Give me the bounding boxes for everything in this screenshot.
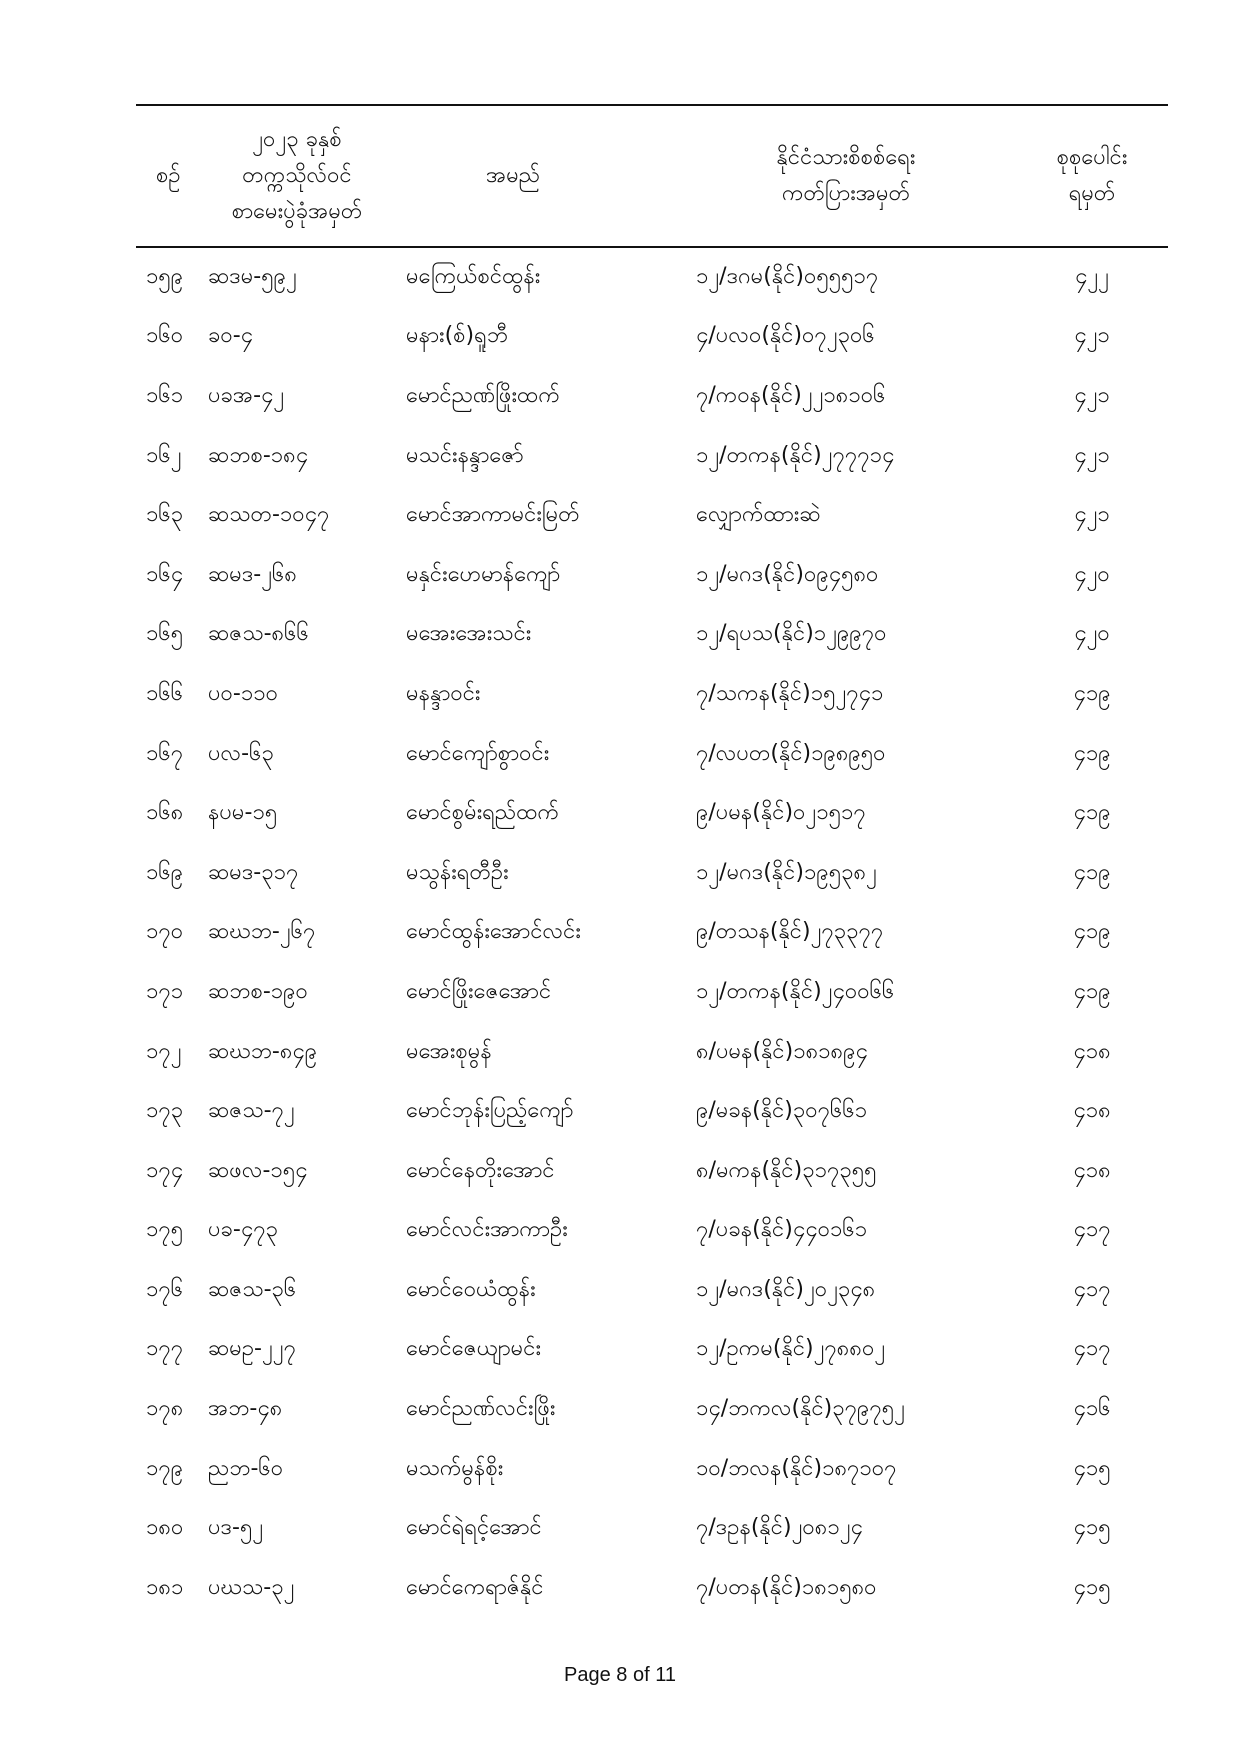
table-row bbox=[136, 1558, 1168, 1618]
cell-nrc: ၁၂/ရပသ(နိုင်)၁၂၉၉၇၀ bbox=[696, 621, 887, 647]
cell-total-marks: ၄၁၅ bbox=[1073, 1515, 1111, 1541]
cell-total-marks: ၄၁၉ bbox=[1073, 919, 1111, 945]
cell-nrc: ၁၂/မဂဒ(နိုင်)၂၀၂၃၄၈ bbox=[696, 1276, 876, 1302]
table-row bbox=[136, 962, 1168, 1022]
cell-name: မောင်ဖြိုးဇေအောင် bbox=[406, 978, 552, 1004]
table-row bbox=[136, 1498, 1168, 1558]
cell-roll-number: ဆဃဘ-၂၆၇ bbox=[208, 919, 316, 945]
table-row bbox=[136, 1201, 1168, 1261]
table-row bbox=[136, 1439, 1168, 1499]
header-name: အမည် bbox=[386, 105, 676, 247]
cell-roll-number: ဆမဒ-၃၁၇ bbox=[208, 859, 299, 885]
cell-nrc: ၁၂/မဂဒ(နိုင်)၀၉၄၅၈၀ bbox=[696, 561, 879, 587]
cell-serial-no: ၁၆၂ bbox=[146, 442, 182, 468]
cell-total-marks: ၄၁၉ bbox=[1073, 800, 1111, 826]
table-row bbox=[136, 1141, 1168, 1201]
cell-total-marks: ၄၂၀ bbox=[1074, 621, 1110, 647]
cell-serial-no: ၁၆၆ bbox=[146, 680, 184, 706]
cell-name: မောင်ရဲရင့်အောင် bbox=[406, 1515, 542, 1541]
cell-serial-no: ၁၆၃ bbox=[146, 502, 184, 528]
cell-roll-number: ဆမဒ-၂၆၈ bbox=[208, 561, 297, 587]
cell-nrc: ၈/ပမန(နိုင်)၁၈၁၈၉၄ bbox=[696, 1038, 868, 1064]
cell-roll-number: ပဝ-၁၁၀ bbox=[208, 680, 278, 706]
cell-nrc: ၇/ပခန(နိုင်)၄၄၀၁၆၁ bbox=[696, 1217, 868, 1243]
cell-nrc: ၁၂/တကန(နိုင်)၂၇၇၇၁၄ bbox=[696, 442, 895, 468]
table-row bbox=[136, 426, 1168, 486]
cell-nrc: ၁၂/တကန(နိုင်)၂၄၀၀၆၆ bbox=[696, 978, 895, 1004]
cell-total-marks: ၄၂၁ bbox=[1074, 442, 1110, 468]
table-row bbox=[136, 545, 1168, 605]
cell-name: မောင်ကျော်စွာဝင်း bbox=[406, 740, 550, 766]
cell-serial-no: ၁၆၅ bbox=[146, 621, 184, 647]
header-total-marks bbox=[1016, 105, 1168, 247]
cell-name: မအေးစုမွန် bbox=[406, 1038, 492, 1064]
cell-serial-no: ၁၆၇ bbox=[146, 740, 184, 766]
cell-serial-no: ၁၆၈ bbox=[146, 800, 184, 826]
cell-total-marks: ၄၁၉ bbox=[1073, 740, 1111, 766]
cell-name: မောင်လင်းအာကာဦး bbox=[406, 1217, 568, 1243]
cell-serial-no: ၁၇၇ bbox=[146, 1336, 184, 1362]
cell-nrc: ၉/မခန(နိုင်)၃၀၇၆၆၁ bbox=[696, 1098, 868, 1124]
cell-roll-number: ခဝ-၄ bbox=[208, 323, 254, 349]
cell-roll-number: ဆမဥ-၂၂၇ bbox=[208, 1336, 296, 1362]
cell-nrc: လျှောက်ထားဆဲ bbox=[696, 502, 821, 528]
cell-serial-no: ၁၇၅ bbox=[146, 1217, 184, 1243]
header-nrc bbox=[676, 105, 1016, 247]
cell-name: မနှင်းဟေမာန်ကျော် bbox=[406, 561, 561, 587]
table-row bbox=[136, 783, 1168, 843]
table-header bbox=[136, 105, 1168, 247]
header-roll-number bbox=[208, 105, 386, 247]
cell-name: မောင်ဝေယံထွန်း bbox=[406, 1276, 536, 1302]
cell-name: မောင်ဇေယျာမင်း bbox=[406, 1336, 542, 1362]
table-row bbox=[136, 1320, 1168, 1380]
cell-name: မောင်ထွန်းအောင်လင်း bbox=[406, 919, 581, 945]
cell-roll-number: အဘ-၄၈ bbox=[208, 1396, 283, 1422]
header-row bbox=[136, 105, 1168, 247]
table-body bbox=[136, 247, 1168, 1618]
cell-serial-no: ၁၅၉ bbox=[146, 264, 184, 290]
cell-total-marks: ၄၁၈ bbox=[1073, 1038, 1111, 1064]
cell-roll-number: ဆဇသ-၇၂ bbox=[208, 1098, 295, 1124]
header-marks-line-1: စုစုပေါင်း bbox=[1056, 145, 1128, 170]
cell-roll-number: ပဃသ-၃၂ bbox=[208, 1574, 295, 1600]
cell-serial-no: ၁၇၀ bbox=[146, 919, 184, 945]
cell-roll-number: ညဘ-၆၀ bbox=[208, 1455, 284, 1481]
cell-nrc: ၄/ပလဝ(နိုင်)၀၇၂၃၀၆ bbox=[696, 323, 875, 349]
cell-name: မောင်စွမ်းရည်ထက် bbox=[406, 800, 559, 826]
cell-total-marks: ၄၁၅ bbox=[1073, 1455, 1111, 1481]
cell-serial-no: ၁၇၃ bbox=[146, 1098, 184, 1124]
cell-name: မောင်ကေရာဇ်နိုင် bbox=[406, 1574, 544, 1600]
cell-nrc: ၉/တသန(နိုင်)၂၇၃၃၇၇ bbox=[696, 919, 884, 945]
table-row bbox=[136, 843, 1168, 903]
cell-roll-number: ပခအ-၄၂ bbox=[208, 382, 285, 408]
cell-total-marks: ၄၁၇ bbox=[1073, 1217, 1111, 1243]
cell-total-marks: ၄၂၂ bbox=[1075, 264, 1109, 290]
cell-roll-number: ဆဖလ-၁၅၄ bbox=[208, 1157, 308, 1183]
table-row bbox=[136, 1379, 1168, 1439]
cell-total-marks: ၄၁၆ bbox=[1073, 1396, 1111, 1422]
cell-serial-no: ၁၆၄ bbox=[146, 561, 184, 587]
cell-roll-number: ဆဒမ-၅၉၂ bbox=[208, 264, 297, 290]
table-row bbox=[136, 247, 1168, 307]
header-marks-line-2: ရမှတ် bbox=[1068, 181, 1116, 206]
cell-nrc: ၁၂/ဒဂမ(နိုင်)၀၅၅၅၁၇ bbox=[696, 264, 879, 290]
table-row bbox=[136, 307, 1168, 367]
table-row bbox=[136, 1081, 1168, 1141]
cell-name: မောင်ညဏ်ဖြိုးထက် bbox=[406, 382, 560, 408]
cell-name: မသက်မွန်စိုး bbox=[406, 1455, 504, 1481]
page-number: Page 8 of 11 bbox=[564, 1664, 676, 1686]
cell-name: မအေးအေးသင်း bbox=[406, 621, 532, 647]
cell-roll-number: ပလ-၆၃ bbox=[208, 740, 274, 766]
cell-serial-no: ၁၇၈ bbox=[146, 1396, 184, 1422]
cell-roll-number: ဆသတ-၁၀၄၇ bbox=[208, 502, 330, 528]
cell-serial-no: ၁၈၁ bbox=[146, 1574, 184, 1600]
table-row bbox=[136, 1260, 1168, 1320]
table-row bbox=[136, 903, 1168, 963]
table-row bbox=[136, 366, 1168, 426]
cell-name: မသင်းနန္ဒာဇော် bbox=[406, 442, 524, 468]
cell-nrc: ၁၀/ဘလန(နိုင်)၁၈၇၁၀၇ bbox=[696, 1455, 897, 1481]
cell-nrc: ၇/လပတ(နိုင်)၁၉၈၉၅၀ bbox=[696, 740, 886, 766]
cell-nrc: ၇/သကန(နိုင်)၁၅၂၇၄၁ bbox=[696, 680, 884, 706]
cell-total-marks: ၄၂၁ bbox=[1074, 382, 1110, 408]
cell-roll-number: ဆဇသ-၈၆၆ bbox=[208, 621, 309, 647]
cell-total-marks: ၄၁၅ bbox=[1073, 1574, 1111, 1600]
cell-name: မောင်နေတိုးအောင် bbox=[406, 1157, 555, 1183]
cell-nrc: ၁၄/ဘကလ(နိုင်)၃၇၉၇၅၂ bbox=[696, 1396, 905, 1422]
header-serial-no: စဉ် bbox=[136, 105, 208, 247]
header-roll-line-3: စာမေးပွဲခုံအမှတ် bbox=[231, 199, 363, 224]
cell-nrc: ၁၂/မဂဒ(နိုင်)၁၉၅၃၈၂ bbox=[696, 859, 877, 885]
cell-nrc: ၉/ပမန(နိုင်)၀၂၁၅၁၇ bbox=[696, 800, 866, 826]
cell-total-marks: ၄၁၉ bbox=[1073, 859, 1111, 885]
cell-serial-no: ၁၆၁ bbox=[146, 382, 184, 408]
cell-nrc: ၈/မကန(နိုင်)၃၁၇၃၅၅ bbox=[696, 1157, 877, 1183]
header-nrc-line-2: ကတ်ပြားအမှတ် bbox=[781, 181, 910, 206]
table-row bbox=[136, 1022, 1168, 1082]
cell-roll-number: နပမ-၁၅ bbox=[208, 800, 278, 826]
cell-name: မနား(စ်)ရူဘီ bbox=[406, 323, 508, 349]
cell-total-marks: ၄၁၉ bbox=[1073, 978, 1111, 1004]
cell-total-marks: ၄၂၁ bbox=[1074, 502, 1110, 528]
cell-serial-no: ၁၆၀ bbox=[146, 323, 184, 349]
cell-serial-no: ၁၆၉ bbox=[146, 859, 184, 885]
cell-name: မနန္ဒာဝင်း bbox=[406, 680, 481, 706]
results-table bbox=[136, 104, 1168, 1618]
cell-nrc: ၇/ဒဥန(နိုင်)၂၀၈၁၂၄ bbox=[696, 1515, 863, 1541]
cell-nrc: ၁၂/ဥကမ(နိုင်)၂၇၈၈၀၂ bbox=[696, 1336, 886, 1362]
header-roll-line-2: တက္ကသိုလ်ဝင် bbox=[242, 163, 352, 188]
cell-total-marks: ၄၁၇ bbox=[1073, 1276, 1111, 1302]
cell-serial-no: ၁၇၄ bbox=[146, 1157, 184, 1183]
table-row bbox=[136, 664, 1168, 724]
header-nrc-line-1: နိုင်ငံသားစိစစ်ရေး bbox=[776, 145, 916, 170]
cell-name: မောင်အာကာမင်းမြတ် bbox=[406, 502, 580, 528]
cell-serial-no: ၁၇၂ bbox=[146, 1038, 182, 1064]
cell-roll-number: ဆဘစ-၁၈၄ bbox=[208, 442, 309, 468]
cell-serial-no: ၁၇၆ bbox=[146, 1276, 184, 1302]
cell-serial-no: ၁၇၉ bbox=[146, 1455, 184, 1481]
cell-roll-number: ပခ-၄၇၃ bbox=[208, 1217, 278, 1243]
cell-nrc: ၇/ပတန(နိုင်)၁၈၁၅၈၀ bbox=[696, 1574, 877, 1600]
cell-roll-number: ဆဘစ-၁၉၀ bbox=[208, 978, 308, 1004]
cell-total-marks: ၄၁၇ bbox=[1073, 1336, 1111, 1362]
cell-total-marks: ၄၂၁ bbox=[1074, 323, 1110, 349]
cell-total-marks: ၄၁၉ bbox=[1073, 680, 1111, 706]
cell-name: မောင်ညဏ်လင်းဖြိုး bbox=[406, 1396, 556, 1422]
table-row bbox=[136, 724, 1168, 784]
cell-name: မောင်ဘုန်းပြည့်ကျော် bbox=[406, 1098, 574, 1124]
cell-name: မသွန်းရတီဦး bbox=[406, 859, 509, 885]
cell-serial-no: ၁၇၁ bbox=[146, 978, 184, 1004]
cell-serial-no: ၁၈၀ bbox=[146, 1515, 184, 1541]
cell-name: မကြေယ်စင်ထွန်း bbox=[406, 264, 541, 290]
table-row bbox=[136, 605, 1168, 665]
cell-total-marks: ၄၂၀ bbox=[1074, 561, 1110, 587]
cell-nrc: ၇/ကဝန(နိုင်)၂၂၁၈၁၀၆ bbox=[696, 382, 886, 408]
cell-roll-number: ပဒ-၅၂ bbox=[208, 1515, 264, 1541]
cell-total-marks: ၄၁၈ bbox=[1073, 1157, 1111, 1183]
cell-roll-number: ဆဃဘ-၈၄၉ bbox=[208, 1038, 318, 1064]
table-row bbox=[136, 485, 1168, 545]
header-roll-line-1: ၂၀၂၃ ခုနှစ် bbox=[252, 127, 342, 152]
cell-total-marks: ၄၁၈ bbox=[1073, 1098, 1111, 1124]
cell-roll-number: ဆဇသ-၃၆ bbox=[208, 1276, 297, 1302]
